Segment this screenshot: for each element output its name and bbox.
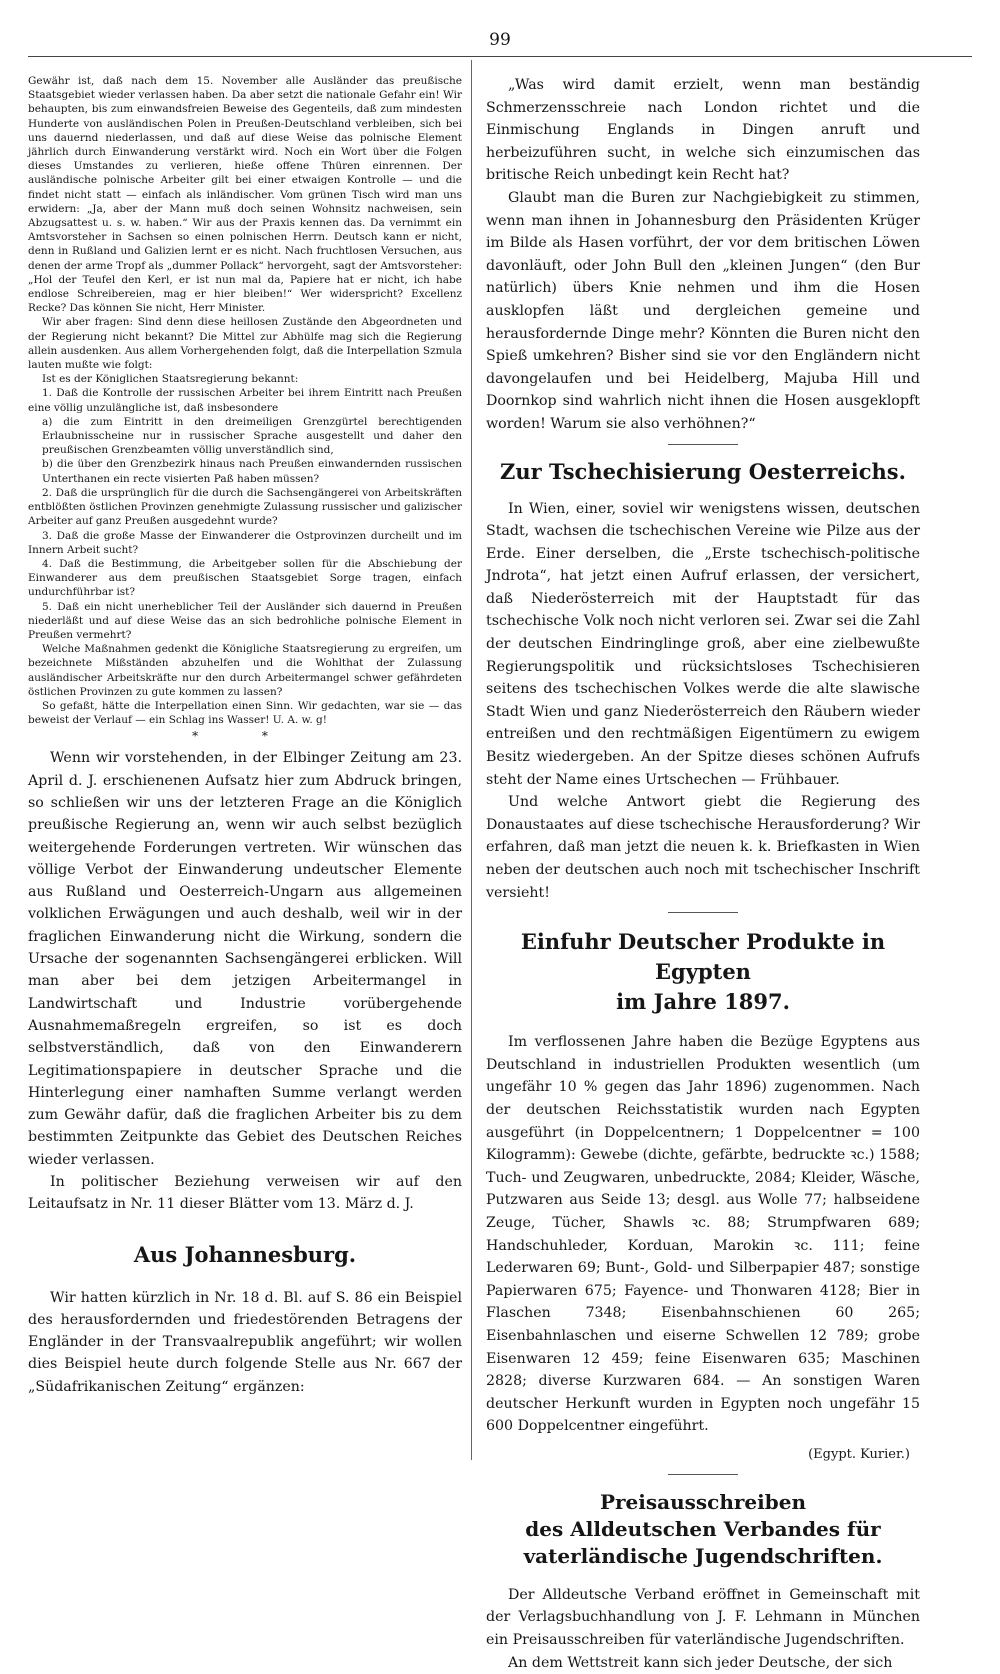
quote-paragraph: „Was wird damit erzielt, wenn man beständig Schmerzensschreie nach London richtet und die Einmischung Englands in Dingen anruft und herbeizuführen sucht, in welche sich einzumischen das britische Reich unbedingt kein Recht hat? [486,77,920,184]
article-paragraph: Ist es der Königlichen Staatsregierung bekannt: [42,373,299,386]
johannesburg-article [28,1287,462,1398]
interpellation-item: 1. Daß die Kontrolle der russischen Arbeiter bei ihrem Eintritt nach Preußen eine völlig unzulängliche ist, daß insbesondere [28,387,462,414]
article-paragraph: So gefaßt, hätte die Interpellation einen Sinn. Wir gedachten, war sie — das beweist der Verlauf — ein Schlag ins Wasser! U. A. w. g! [28,699,462,727]
reprinted-article [28,74,462,727]
heading-line: Einfuhr Deutscher Produkte in Egypten [520,929,886,985]
article-paragraph: In Wien, einer, soviel wir wenigstens wissen, deutschen Stadt, wachsen die tschechischen Vereine wie Pilze aus der Erde. Einer derselben, die „Erste tschechisch-politische Jndrota“, hat jetzt einen Aufruf erlassen, der versichert, daß Niederösterreich mit der Hauptstadt für das tschechische Volk noch nicht verloren sei. Zwar sei die Zahl der deutschen Eindringlinge groß, aber eine zielbewußte Regierungspolitik und rücksichtsloses Tschechisieren seitens des tschechischen Volkes werde die alte slawische Stadt Wien und ganz Niederösterreich den Räubern wieder entreißen und den rechtmäßigen Eigentümern zu ewigem Besitz wiedergeben. An der Spitze dieses schönen Aufrufs steht der Name eines Urtschechen — Frühbauer. [486,500,920,788]
right-column [486,74,920,1674]
editorial-comment [28,747,462,1215]
heading-line: Preisausschreiben [599,1489,806,1514]
article-heading: Zur Tschechisierung Oesterreichs. [500,458,906,484]
interpellation-subitem: a) die zum Eintritt in den dreimeiligen Grenzgürtel berechtigenden Erlaubnisscheine nur in russischer Sprache ausgestellt und daher den preußischen Grenzbeamten völlig unverständlich sind, [42,415,462,457]
article-paragraph: Wir aber fragen: Sind denn diese heillosen Zustände den Abgeordneten und der Regierung nicht bekannt? Die Mittel zur Abhülfe mag sich die Regierung allein ausdenken. Aus allem Vorhergehenden folgt, daß die Interpellation Szmula lauten mußte wie folgt: [28,316,462,372]
interpellation-subitem: b) die über den Grenzbezirk hinaus nach Preußen einwandernden russischen Unterthanen ein recte visierten Paß haben müssen? [42,458,462,485]
left-column [28,74,462,1398]
section-stars: * * [192,729,298,744]
article-paragraph: Welche Maßnahmen gedenkt die Königliche Staatsregierung zu ergreifen, um bezeichnete Mißständen abzuhelfen und die Wohlthat der Zulassung ausländischer Arbeitskräfte nur den durch Arbeitermangel schwer gefährdeten östlichen Provinzen zu gute kommen zu lassen? [28,643,462,698]
article-paragraph: Der Alldeutsche Verband eröffnet in Gemeinschaft mit der Verlagsbuchhandlung von J. F. Lehmann in München ein Preisausschreiben für vaterländische Jugendschriften. [486,1586,920,1649]
heading-line: im Jahre 1897. [616,989,790,1015]
article-paragraph: In politischer Beziehung verweisen wir auf den Leitaufsatz in Nr. 11 dieser Blätter vom 13. März d. J. [28,1173,462,1213]
header-rule [28,56,972,57]
johannesburg-quote [486,74,920,436]
section-rule [668,912,738,913]
article-paragraph: Wir hatten kürzlich in Nr. 18 d. Bl. auf S. 86 ein Beispiel des herausfordernden und friedestörenden Betragens der Engländer in der Transvaalrepublik angeführt; wir wollen dies Beispiel heute durch folgende Stelle aus Nr. 667 der „Südafrikanischen Zeitung“ ergänzen: [28,1289,462,1395]
interpellation-item: 5. Daß ein nicht unerheblicher Teil der Ausländer sich dauernd in Preußen niederläßt und auf diese Weise das an sich bedrohliche polnische Element in Preußen vermehrt? [28,600,462,641]
einfuhr-article [486,1031,920,1438]
preisausschreiben-article [486,1584,920,1674]
page-number: 99 [489,30,511,50]
heading-line: des Alldeutschen Verbandes für [525,1516,881,1541]
article-paragraph: Und welche Antwort giebt die Regierung des Donaustaates auf diese tschechische Herausforderung? Wir erfahren, daß man jetzt die neuen k. k. Briefkasten in Wien neben der deutschen auch noch mit tschechischer Inschrift versieht! [486,794,920,901]
article-paragraph: Gewähr ist, daß nach dem 15. November alle Ausländer das preußische Staatsgebiet wieder verlassen haben. Da aber setzt die nationale Gefahr ein! Wir behaupten, bis zum einwandsfreien Beweise des Gegenteils, daß zum mindesten Hunderte von ausländischen Polen in Preußen-Deutschland verbleiben, sich bei uns dauernd niederlassen, und daß auf diese Weise das polnische Element jährlich durch Einwanderung verstärkt wird. Noch ein Wort über die Folgen dieses Umstandes zu verlieren, hieße offene Thüren einrennen. Der ausländische polnische Arbeiter gilt bei einer etwaigen Kontrolle — und die findet nicht statt — einfach als inländischer. Vom grünen Tisch wird man uns erwidern: „Ja, aber der Mann muß doch seinen Wohnsitz nachweisen, sein Abzugsattest u. s. w. haben.“ Wir aus der Praxis kennen das. Da vernimmt ein Amtsvorsteher in Sachsen so einen polnischen Herrn. Deutsch kann er nicht, denn in Rußland und Galizien lernt er es nicht. Nach fruchtlosen Versuchen, aus denen der arme Tropf als „dummer Pollack“ hervorgeht, sagt der Amtsvorsteher: „Hol der Teufel den Kerl, er ist nun mal da, Papiere hat er nicht, ich habe endlose Schreibereien, mag er hier bleiben!“ Wer widerspricht? Excellenz Recke? Das können Sie nicht, Herr Minister. [28,75,462,315]
heading-line: vaterländische Jugendschriften. [523,1543,883,1568]
tschechisierung-article [486,498,920,905]
article-heading: Aus Johannesburg. [133,1241,357,1267]
source-attribution: (Egypt. Kurier.) [808,1446,910,1462]
interpellation-item: 3. Daß die große Masse der Einwanderer die Ostprovinzen durcheilt und im Innern Arbeit sucht? [28,529,462,556]
article-heading [486,927,920,1017]
quote-paragraph: Glaubt man die Buren zur Nachgiebigkeit zu stimmen, wenn man ihnen in Johannesburg den Präsidenten Krüger im Bilde als Hasen vorführt, der vor dem britischen Löwen davonläuft, oder John Bull den „kleinen Jungen“ (den Bur natürlich) übers Knie nehmen und ihm die Hosen ausklopfen läßt und dergleichen gemeine und herausfordernde Dinge mehr? Könnten die Buren nicht den Spieß umkehren? Bisher sind sie vor den Engländern nicht davongelaufen und bei Heidelberg, Majuba Hill und Doornkop sind wahrlich nicht ihnen die Hosen ausgeklopft worden! Warum sie also verhöhnen?“ [486,189,920,432]
article-paragraph: Wenn wir vorstehenden, in der Elbinger Zeitung am 23. April d. J. erschienenen Aufsatz hier zum Abdruck bringen, so schließen wir uns der letzteren Frage an die Königlich preußische Regierung an, wenn wir auch selbst bezüglich weitergehende Forderungen vertreten. Wir wünschen das völlige Verbot der Einwanderung undeutscher Elemente aus Rußland und Oesterreich-Ungarn aus allgemeinen volklichen Erwägungen und auch deshalb, weil wir in der fraglichen Einwanderung nicht die Wirkung, sondern die Ursache der sogenannten Sachsengängerei erblicken. Will man aber bei dem jetzigen Arbeitermangel in Landwirtschaft und Industrie vorübergehende Ausnahmemaßregeln ergreifen, so ist es doch selbstverständlich, daß von den Einwanderern Legitimationspapiere in deutscher Sprache und die Hinterlegung einer namhaften Summe verlangt werden zum Gewähr dafür, daß die fraglichen Arbeiter bis zu dem bestimmten Zeitpunkte das Gebiet des Deutschen Reiches wieder verlassen. [28,750,462,1168]
article-paragraph: An dem Wettstreit kann sich jeder Deutsche, der sich [508,1654,893,1671]
article-heading [486,1489,920,1570]
section-rule [668,1474,738,1475]
interpellation-item: 2. Daß die ursprünglich für die durch die Sachsengängerei von Arbeitskräften entblößten östlichen Provinzen genehmigte Zulassung russischer und galizischer Arbeiter auf ganz Preußen ausgedehnt wurde? [28,486,462,528]
section-rule [668,444,738,445]
article-paragraph: Im verflossenen Jahre haben die Bezüge Egyptens aus Deutschland in industriellen Produkten wesentlich (um ungefähr 10 % gegen das Jahr 1896) zugenommen. Nach der deutschen Reichsstatistik wurden nach Egypten ausgeführt (in Doppelcentnern; 1 Doppelcentner = 100 Kilogramm): Gewebe (dichte, gefärbte, bedruckte ꝛc.) 1588; Tuch- und Zeugwaren, unbedruckte, 2084; Kleider, Wäsche, Putzwaren aus Seide 13; desgl. aus Wolle 77; halbseidene Zeuge, Tücher, Shawls ꝛc. 88; Strumpfwaren 689; Handschuhleder, Korduan, Marokin ꝛc. 111; feine Lederwaren 69; Bunt-, Gold- und Silberpapier 487; sonstige Papierwaren 675; Fayence- und Thonwaren 4128; Bier in Flaschen 7348; Eisenbahnschienen 60 265; Eisenbahnlaschen und eiserne Schwellen 12 789; grobe Eisenwaren 12 459; feine Eisenwaren 635; Maschinen 2828; diverse Kurzwaren 684. — An sonstigen Waren deutscher Herkunft wurden in Egypten noch ungefähr 15 600 Doppelcentner eingeführt. [486,1034,920,1435]
interpellation-item: 4. Daß die Bestimmung, die Arbeitgeber sollen für die Abschiebung der Einwanderer aus dem preußischen Staatsgebiet Sorge tragen, einfach undurchführbar ist? [28,557,462,599]
column-divider [471,60,472,1460]
